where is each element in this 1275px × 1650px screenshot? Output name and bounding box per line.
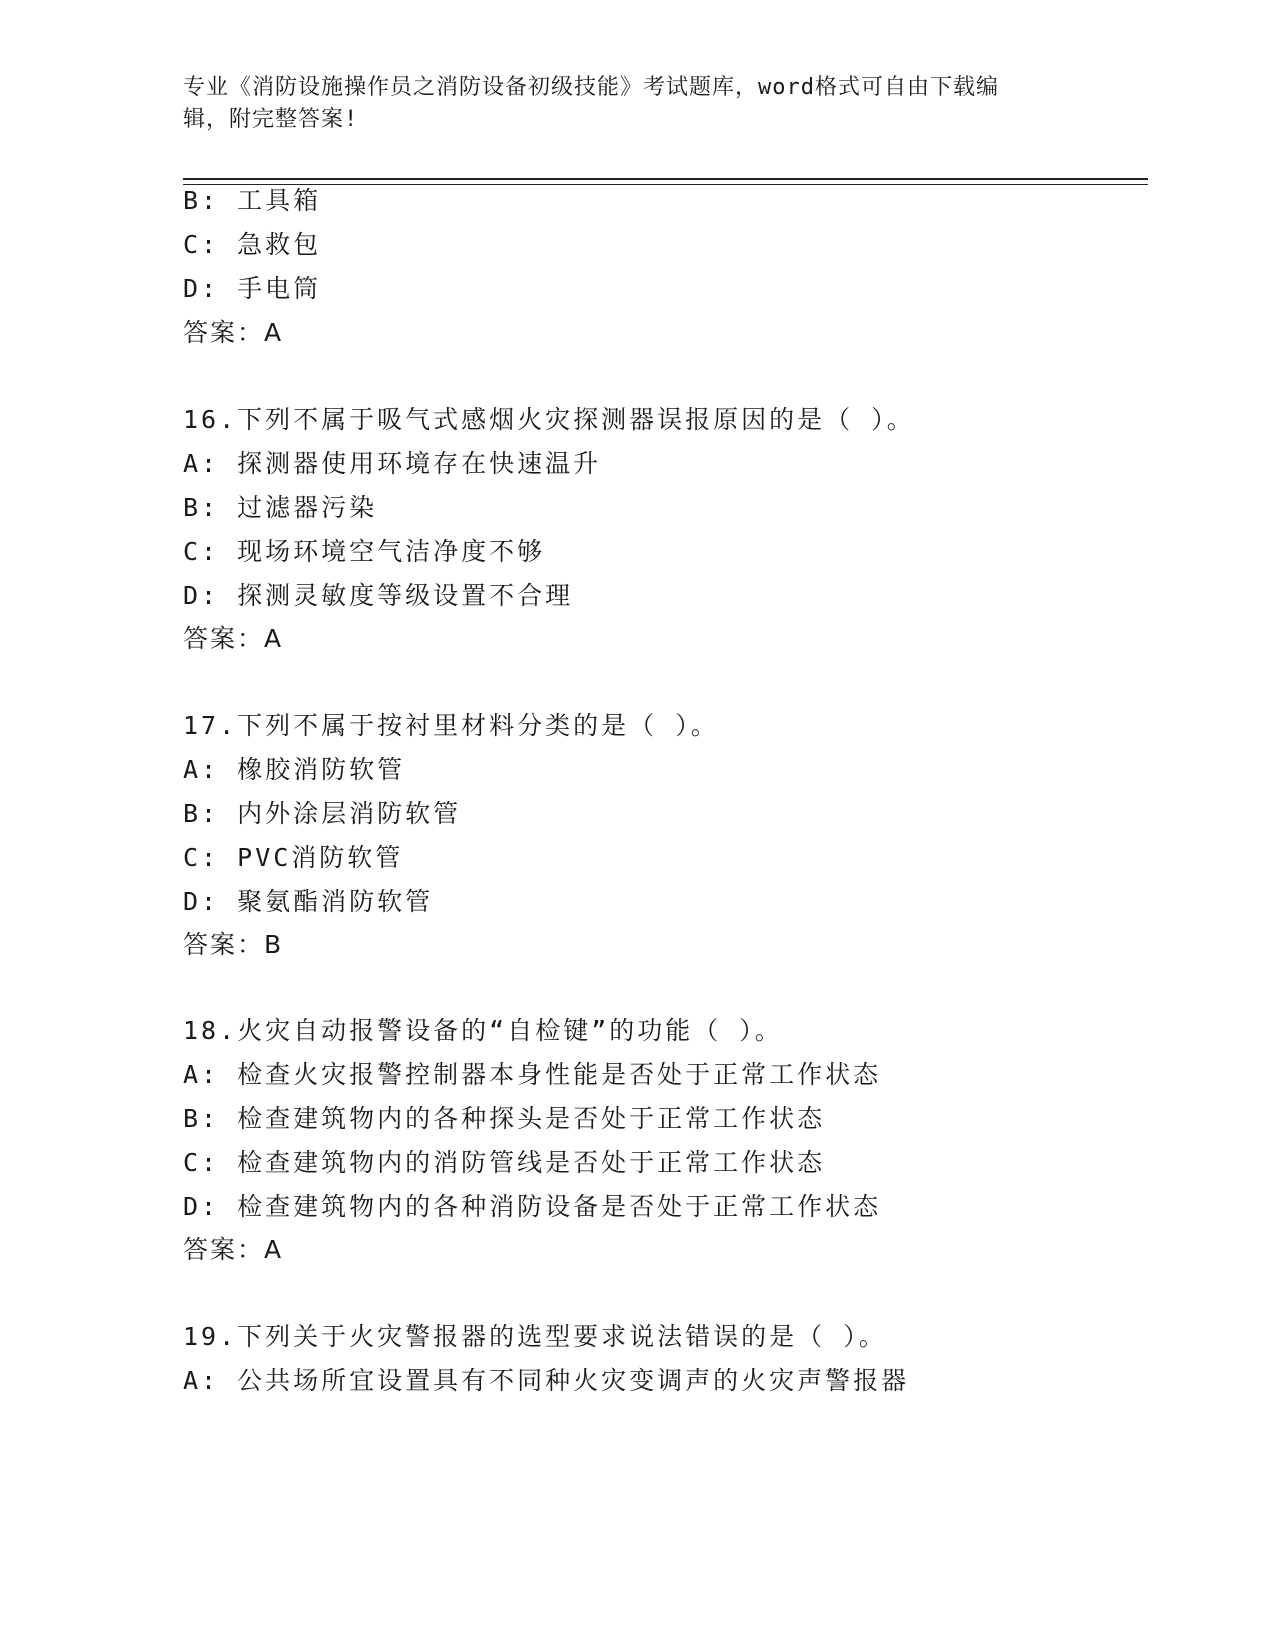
q18-option-d: D: 检查建筑物内的各种消防设备是否处于正常工作状态 (183, 1192, 882, 1221)
q17-option-a: A: 橡胶消防软管 (183, 755, 406, 784)
header-line-2: 辑，附完整答案! (183, 107, 359, 132)
q19-stem: 19.下列关于火灾警报器的选型要求说法错误的是（ ）。 (183, 1322, 887, 1351)
header-divider-thick (183, 178, 1148, 180)
q17-stem: 17.下列不属于按衬里材料分类的是（ ）。 (183, 711, 719, 740)
q16-option-a: A: 探测器使用环境存在快速温升 (183, 449, 602, 478)
q15-option-c: C: 急救包 (183, 230, 322, 259)
q18-answer: 答案：A (183, 1235, 284, 1264)
header-line-1: 专业《消防设施操作员之消防设备初级技能》考试题库，word格式可自由下载编 (183, 75, 999, 100)
document-header (183, 72, 1063, 136)
q16-option-b: B: 过滤器污染 (183, 493, 378, 522)
header-divider-thin (183, 184, 1148, 185)
q17-option-b: B: 内外涂层消防软管 (183, 799, 462, 828)
q18-option-b: B: 检查建筑物内的各种探头是否处于正常工作状态 (183, 1104, 826, 1133)
q16-stem: 16.下列不属于吸气式感烟火灾探测器误报原因的是（ ）。 (183, 405, 915, 434)
q18-option-c: C: 检查建筑物内的消防管线是否处于正常工作状态 (183, 1148, 826, 1177)
q18-option-a: A: 检查火灾报警控制器本身性能是否处于正常工作状态 (183, 1060, 882, 1089)
q17-answer: 答案：B (183, 930, 284, 959)
q16-option-d: D: 探测灵敏度等级设置不合理 (183, 581, 574, 610)
q16-answer: 答案：A (183, 624, 284, 653)
q15-answer: 答案：A (183, 318, 284, 347)
q19-option-a: A: 公共场所宜设置具有不同种火灾变调声的火灾声警报器 (183, 1366, 910, 1395)
q18-stem: 18.火灾自动报警设备的“自检键”的功能（ ）。 (183, 1016, 783, 1045)
q15-option-d: D: 手电筒 (183, 274, 322, 303)
q17-option-d: D: 聚氨酯消防软管 (183, 887, 434, 916)
q16-option-c: C: 现场环境空气洁净度不够 (183, 537, 546, 566)
q15-option-b: B: 工具箱 (183, 186, 322, 215)
q17-option-c: C: PVC消防软管 (183, 843, 404, 872)
